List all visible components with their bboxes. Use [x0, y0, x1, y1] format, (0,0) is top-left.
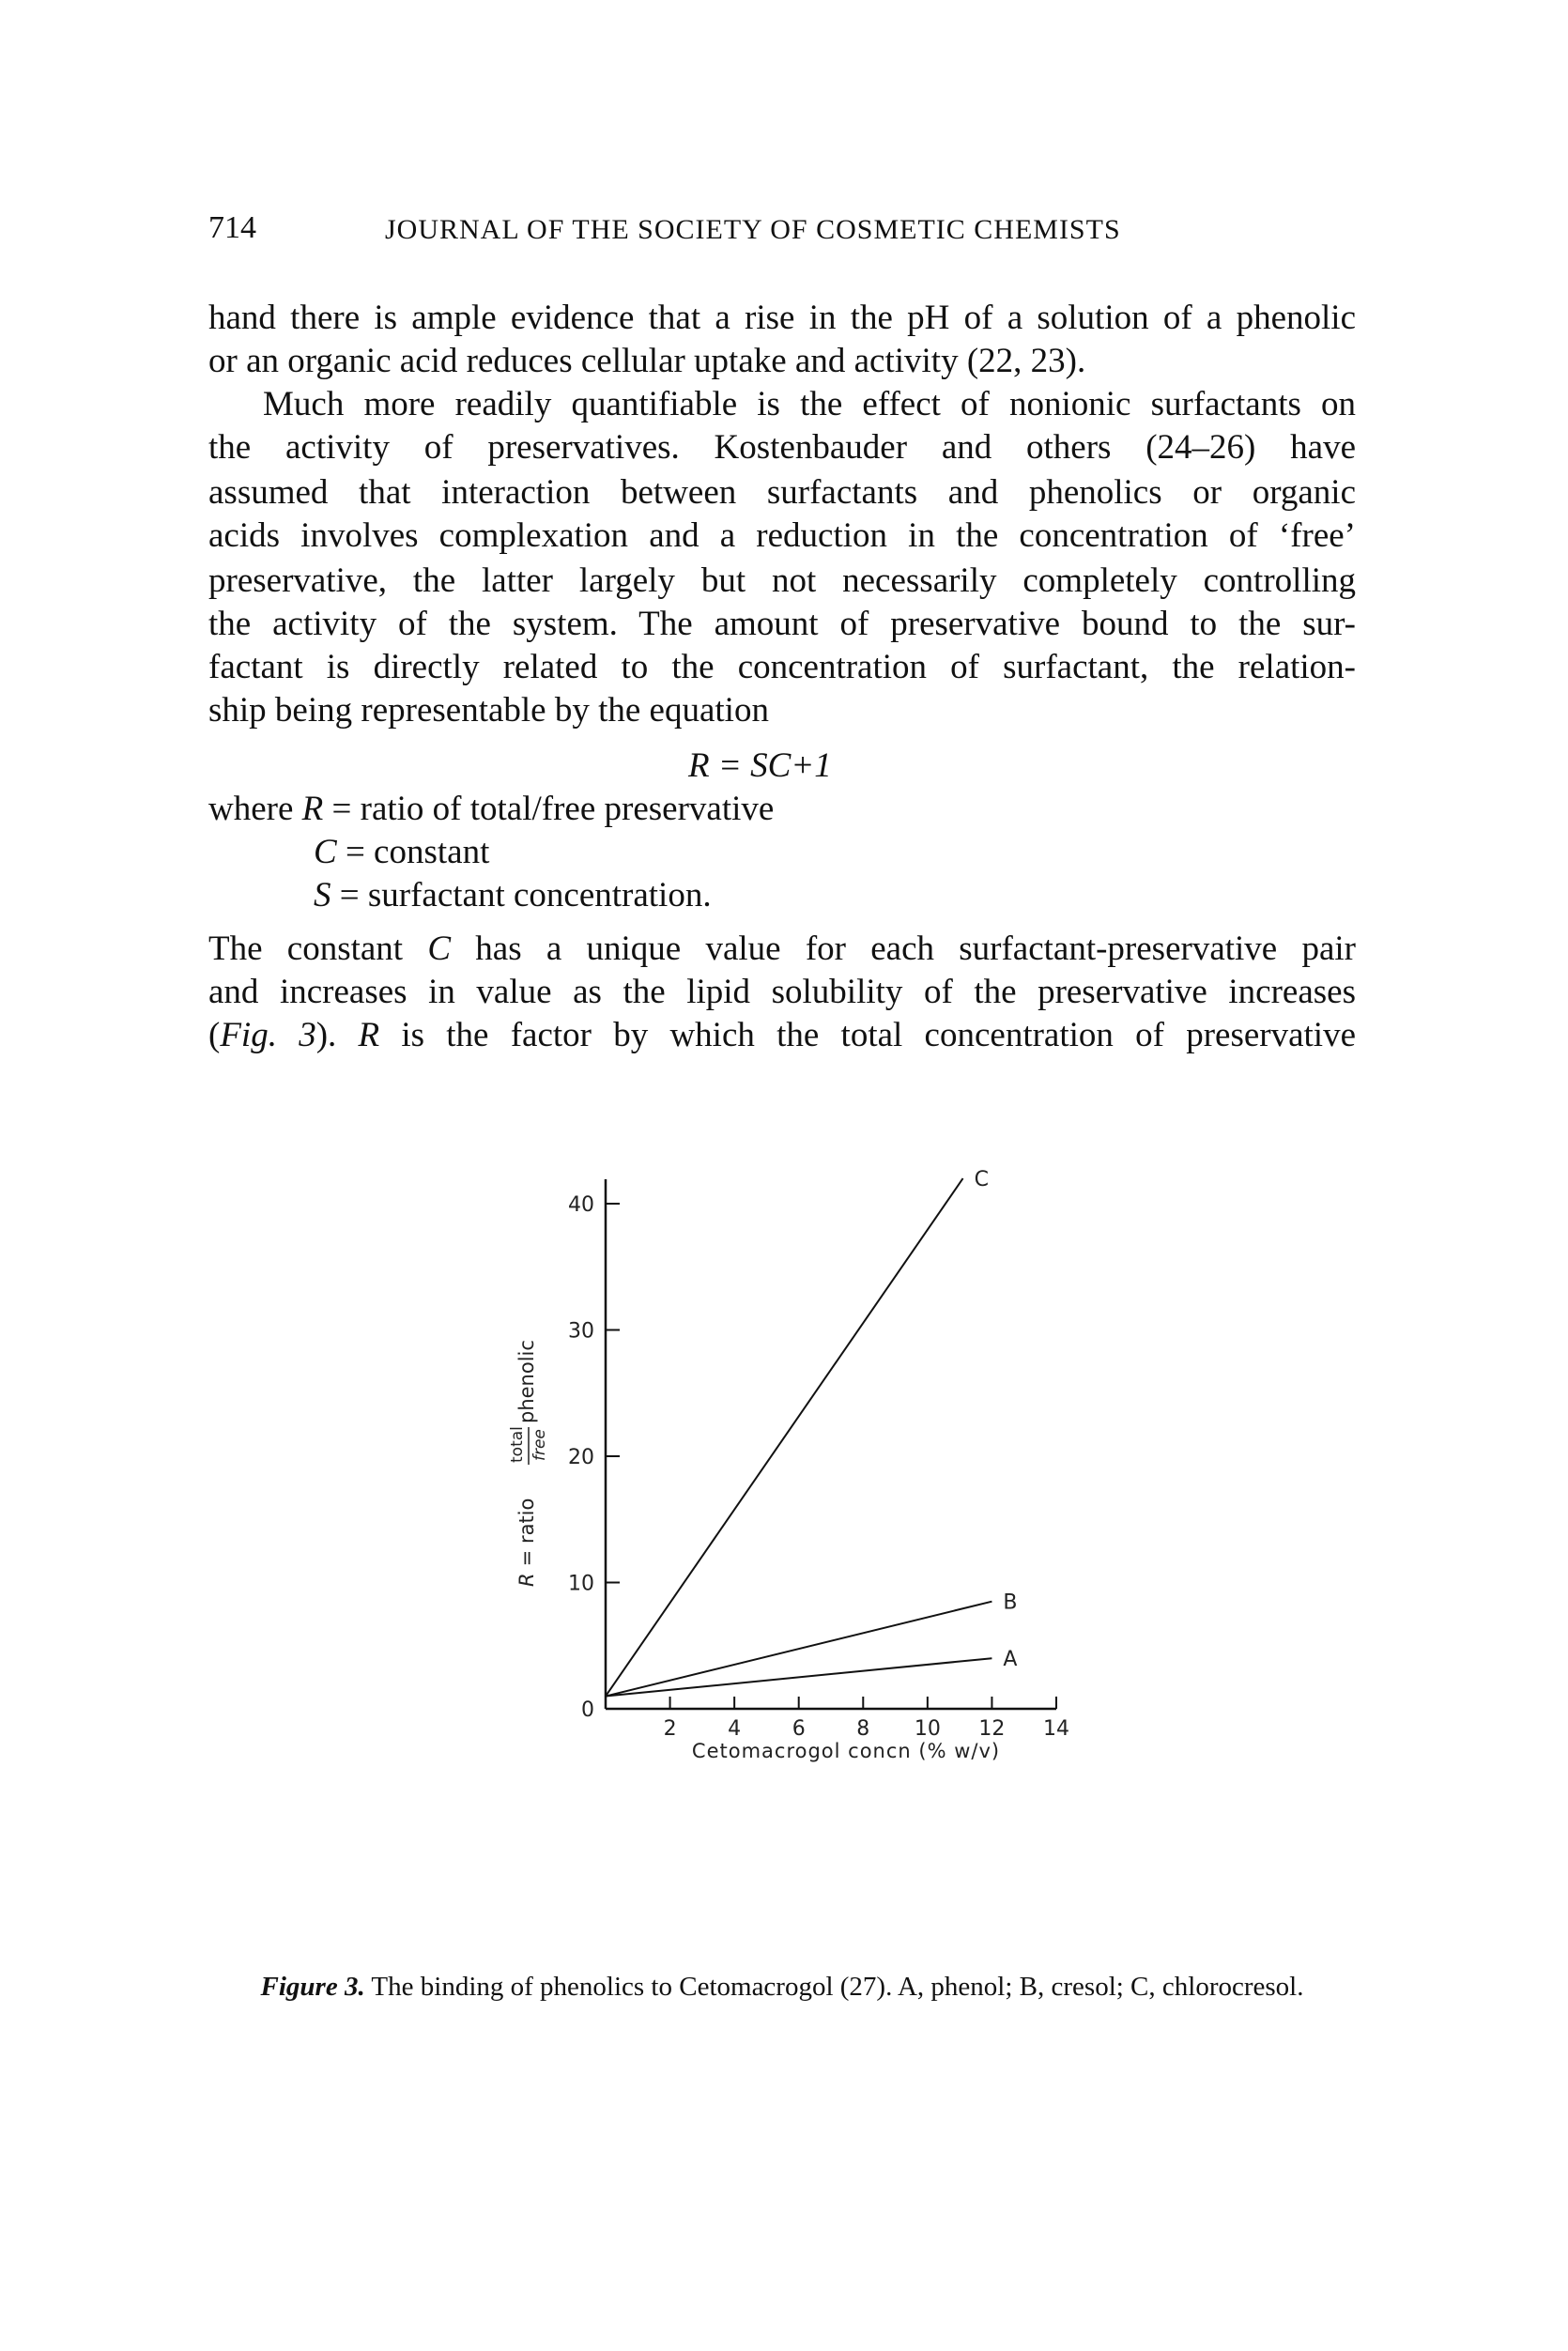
- caption-label: Figure 3.: [260, 1972, 365, 2002]
- x-tick-label: 12: [978, 1717, 1006, 1741]
- symbol: C: [314, 833, 337, 871]
- text: (: [208, 1016, 221, 1054]
- equation: R = SC+1: [688, 746, 832, 785]
- symbol: S: [314, 876, 331, 914]
- symbol: R: [301, 790, 324, 828]
- x-tick-label: 8: [856, 1717, 870, 1741]
- figure-caption: [208, 1972, 1356, 2003]
- y-title-denominator: free: [530, 1429, 549, 1461]
- figure-ref: Fig. 3: [220, 1016, 316, 1054]
- y-title-symbol: R: [515, 1573, 538, 1587]
- text-line: Much more readily quantifiable is the effect of nonionic surfactants on: [263, 385, 1356, 423]
- text-line: ship being representable by the equation: [208, 691, 769, 730]
- symbol: C: [427, 930, 452, 968]
- text: has a unique value for each surfactant-preservative pair: [451, 930, 1356, 968]
- definition: = surfactant concentration.: [339, 876, 712, 914]
- x-axis-title: Cetomacrogol concn (% w/v): [691, 1740, 1001, 1762]
- text-line: the activity of preservatives. Kostenbauder and others (24–26) have: [208, 428, 1356, 467]
- symbol: R: [358, 1016, 380, 1054]
- series-line-B: [606, 1602, 992, 1697]
- text-line: factant is directly related to the concentration of surfactant, the relation-: [208, 648, 1356, 686]
- series-lines: [606, 1168, 1018, 1696]
- text: is the factor by which the total concentration of preservative: [379, 1016, 1356, 1054]
- y-tick-label: 10: [568, 1572, 594, 1596]
- ticks: [568, 1193, 1069, 1741]
- y-tick-label: 30: [568, 1319, 594, 1344]
- y-title-text: = ratio: [515, 1491, 538, 1573]
- definition: = ratio of total/free preservative: [331, 790, 775, 828]
- axes: [606, 1179, 1056, 1709]
- running-header: JOURNAL OF THE SOCIETY OF COSMETIC CHEMISTS: [385, 214, 1121, 245]
- x-tick-label: 4: [728, 1717, 742, 1741]
- text-line: or an organic acid reduces cellular uptake and activity (22, 23).: [208, 342, 1086, 380]
- y-title-text-2: phenolic: [515, 1340, 538, 1423]
- y-title-numerator: total: [508, 1426, 527, 1463]
- x-tick-label: 14: [1043, 1717, 1069, 1741]
- text-line: preservative, the latter largely but not necessarily completely controlling: [208, 561, 1356, 600]
- text-line: acids involves complexation and a reduction in the concentration of ‘free’: [208, 516, 1356, 555]
- series-label-B: B: [1003, 1590, 1018, 1615]
- definition: = constant: [345, 833, 490, 871]
- x-tick-label: 6: [792, 1717, 806, 1741]
- caption-text: The binding of phenolics to Cetomacrogol (27). A, phenol; B, cresol; C, chlorocresol.: [364, 1972, 1304, 2002]
- y-tick-label: 20: [568, 1446, 594, 1469]
- text-line: and increases in value as the lipid solubility of the preservative increases: [208, 973, 1356, 1011]
- y-axis-title: [508, 1340, 549, 1587]
- series-line-A: [606, 1658, 992, 1696]
- text: ).: [315, 1016, 359, 1054]
- text-line: the activity of the system. The amount of preservative bound to the sur-: [208, 605, 1356, 643]
- x-tick-label: 2: [663, 1717, 677, 1741]
- text-line: assumed that interaction between surfactants and phenolics or organic: [208, 473, 1356, 512]
- page-number: 714: [208, 210, 256, 245]
- series-label-C: C: [974, 1168, 989, 1192]
- series-line-C: [606, 1178, 963, 1696]
- where-label: where: [208, 790, 294, 828]
- text: The constant: [208, 930, 428, 968]
- y-tick-label: 0: [581, 1698, 594, 1722]
- series-label-A: A: [1003, 1648, 1018, 1672]
- x-tick-label: 10: [914, 1717, 941, 1741]
- text-line: hand there is ample evidence that a rise in the pH of a solution of a phenolic: [208, 299, 1356, 337]
- y-tick-label: 40: [568, 1193, 594, 1217]
